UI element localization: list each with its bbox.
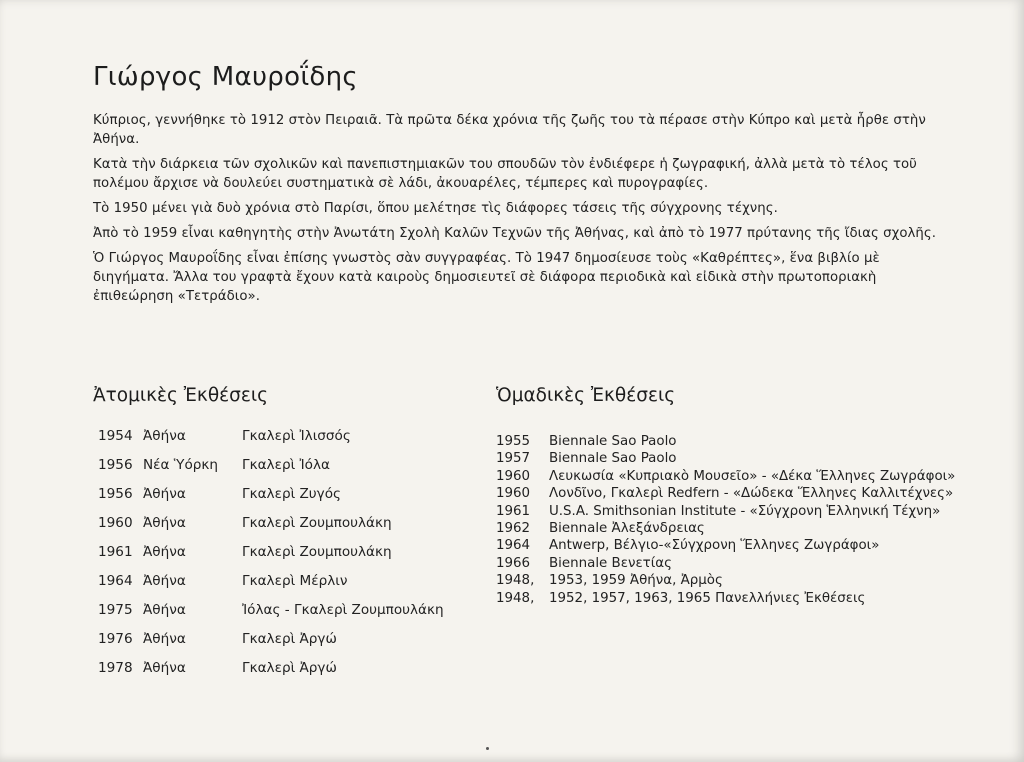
exhibition-venue: Ἰόλας - Γκαλερὶ Ζουμπουλάκη	[242, 602, 444, 618]
exhibition-year: 1975	[98, 602, 133, 618]
list-item	[496, 503, 956, 520]
exhibition-year: 1961	[98, 544, 133, 560]
exhibition-city: Ἀθήνα	[143, 573, 186, 589]
list-item	[496, 520, 956, 537]
exhibition-city: Ἀθήνα	[143, 660, 186, 676]
exhibition-venue: Γκαλερὶ Ζουμπουλάκη	[242, 515, 392, 531]
exhibition-year: 1964	[496, 538, 531, 554]
exhibition-year: 1948,	[496, 573, 535, 589]
exhibition-city: Νέα Ὑόρκη	[143, 457, 219, 473]
exhibition-city: Ἀθήνα	[143, 428, 186, 444]
exhibition-description: Biennale Βενετίας	[549, 555, 672, 571]
exhibition-year: 1966	[496, 555, 531, 571]
list-item	[496, 468, 956, 485]
exhibition-city: Ἀθήνα	[143, 544, 186, 560]
list-item	[496, 433, 956, 450]
exhibition-city: Ἀθήνα	[143, 602, 186, 618]
bio-paragraph: Ἀπὸ τὸ 1959 εἶναι καθηγητὴς στὴν Ἀνωτάτη Σχολὴ Καλῶν Τεχνῶν τῆς Ἀθήνας, καὶ ἀπὸ τὸ 1977 πρύτανης τῆς ἴδιας σχολῆς.	[93, 226, 937, 241]
list-item	[496, 485, 956, 502]
exhibition-city: Ἀθήνα	[143, 486, 186, 502]
exhibition-city: Ἀθήνα	[143, 631, 186, 647]
ink-speck	[486, 747, 489, 750]
exhibition-venue: Γκαλερὶ Ἀργώ	[242, 631, 337, 647]
exhibition-description: Biennale Sao Paolo	[549, 434, 677, 449]
exhibition-description: U.S.A. Smithsonian Institute - «Σύγχρονη Ἑλληνική Τέχνη»	[549, 503, 941, 519]
group-exhibitions	[496, 385, 956, 607]
biography	[93, 111, 941, 312]
list-item	[93, 544, 483, 573]
exhibition-venue: Γκαλερὶ Ἰλισσός	[242, 428, 351, 444]
list-item	[93, 428, 483, 457]
bio-paragraph: Κύπριος, γεννήθηκε τὸ 1912 στὸν Πειραιᾶ. Τὰ πρῶτα δέκα χρόνια τῆς ζωῆς του τὰ πέρασε στὴν Κύπρο καὶ μετὰ ἦρθε στὴν Ἀθήνα.	[93, 113, 926, 147]
group-exhibitions-heading: Ὁμαδικὲς Ἐκθέσεις	[496, 385, 676, 406]
exhibition-year: 1956	[98, 457, 133, 473]
group-exhibitions-list	[496, 433, 956, 607]
exhibition-description: 1952, 1957, 1963, 1965 Πανελλήνιες Ἐκθέσεις	[549, 590, 866, 606]
exhibition-venue: Γκαλερὶ Ἰόλα	[242, 457, 330, 473]
exhibition-year: 1960	[496, 468, 531, 484]
exhibition-year: 1960	[98, 515, 133, 531]
page-title: Γιώργος Μαυροΐδης	[93, 62, 358, 92]
list-item	[93, 486, 483, 515]
exhibition-year: 1954	[98, 428, 133, 444]
bio-paragraph: Τὸ 1950 μένει γιὰ δυὸ χρόνια στὸ Παρίσι, ὅπου μελέτησε τὶς διάφορες τάσεις τῆς σύγχρονης τέχνης.	[93, 201, 778, 216]
list-item	[93, 573, 483, 602]
exhibition-venue: Γκαλερὶ Μέρλιν	[242, 573, 348, 589]
solo-exhibitions-list	[93, 428, 483, 689]
exhibition-description: 1953, 1959 Ἀθήνα, Ἀρμὸς	[549, 573, 723, 589]
list-item	[93, 602, 483, 631]
exhibition-year: 1955	[496, 434, 531, 449]
exhibition-year: 1962	[496, 521, 531, 537]
exhibition-description: Λευκωσία «Κυπριακὸ Μουσεῖο» - «Δέκα Ἕλληνες Ζωγράφοι»	[549, 468, 956, 484]
list-item	[496, 555, 956, 572]
exhibition-year: 1961	[496, 503, 531, 519]
list-item	[93, 457, 483, 486]
solo-exhibitions-heading: Ἀτομικὲς Ἐκθέσεις	[93, 385, 269, 406]
exhibition-city: Ἀθήνα	[143, 515, 186, 531]
exhibition-description: Biennale Sao Paolo	[549, 451, 677, 467]
solo-exhibitions	[93, 385, 483, 689]
exhibition-year: 1960	[496, 486, 531, 502]
exhibition-year: 1957	[496, 451, 531, 467]
list-item	[496, 590, 956, 607]
bio-paragraph: Κατὰ τὴν διάρκεια τῶν σχολικῶν καὶ πανεπιστημιακῶν του σπουδῶν τὸν ἐνδιέφερε ἡ ζωγραφική, ἀλλὰ μετὰ τὸ τέλος τοῦ πολέμου ἄρχισε νὰ δουλεύει συστηματικὰ σὲ λάδι, ἀκουαρέλες, τέμπερες καὶ πυρογραφίες.	[93, 157, 917, 191]
list-item	[496, 572, 956, 589]
exhibition-description: Biennale Ἀλεξάνδρειας	[549, 521, 705, 537]
exhibition-venue: Γκαλερὶ Ζουμπουλάκη	[242, 544, 392, 560]
bio-paragraph: Ὁ Γιώργος Μαυροΐδης εἶναι ἐπίσης γνωστὸς σὰν συγγραφέας. Τὸ 1947 δημοσίευσε τοὺς «Καθρέπτες», ἕνα βιβλίο μὲ διηγήματα. Ἄλλα του γραφτὰ ἔχουν κατὰ καιροὺς δημοσιευτεῖ σὲ διάφορα περιοδικὰ καὶ εἰδικὰ στὴν πρωτοποριακὴ ἐπιθεώρηση «Τετράδιο».	[93, 251, 880, 304]
exhibition-description: Λονδῖνο, Γκαλερὶ Redfern - «Δώδεκα Ἕλληνες Καλλιτέχνες»	[549, 486, 954, 502]
list-item	[93, 515, 483, 544]
exhibition-year: 1978	[98, 660, 133, 676]
exhibition-venue: Γκαλερὶ Ζυγός	[242, 486, 342, 502]
list-item	[496, 537, 956, 554]
exhibition-year: 1964	[98, 573, 133, 589]
list-item	[496, 450, 956, 467]
exhibition-description: Antwerp, Βέλγιο-«Σύγχρονη Ἕλληνες Ζωγράφοι»	[549, 538, 880, 554]
exhibition-year: 1948,	[496, 590, 535, 606]
exhibition-venue: Γκαλερὶ Ἀργώ	[242, 660, 337, 676]
list-item	[93, 660, 483, 689]
exhibition-year: 1976	[98, 631, 133, 647]
list-item	[93, 631, 483, 660]
exhibition-year: 1956	[98, 486, 133, 502]
